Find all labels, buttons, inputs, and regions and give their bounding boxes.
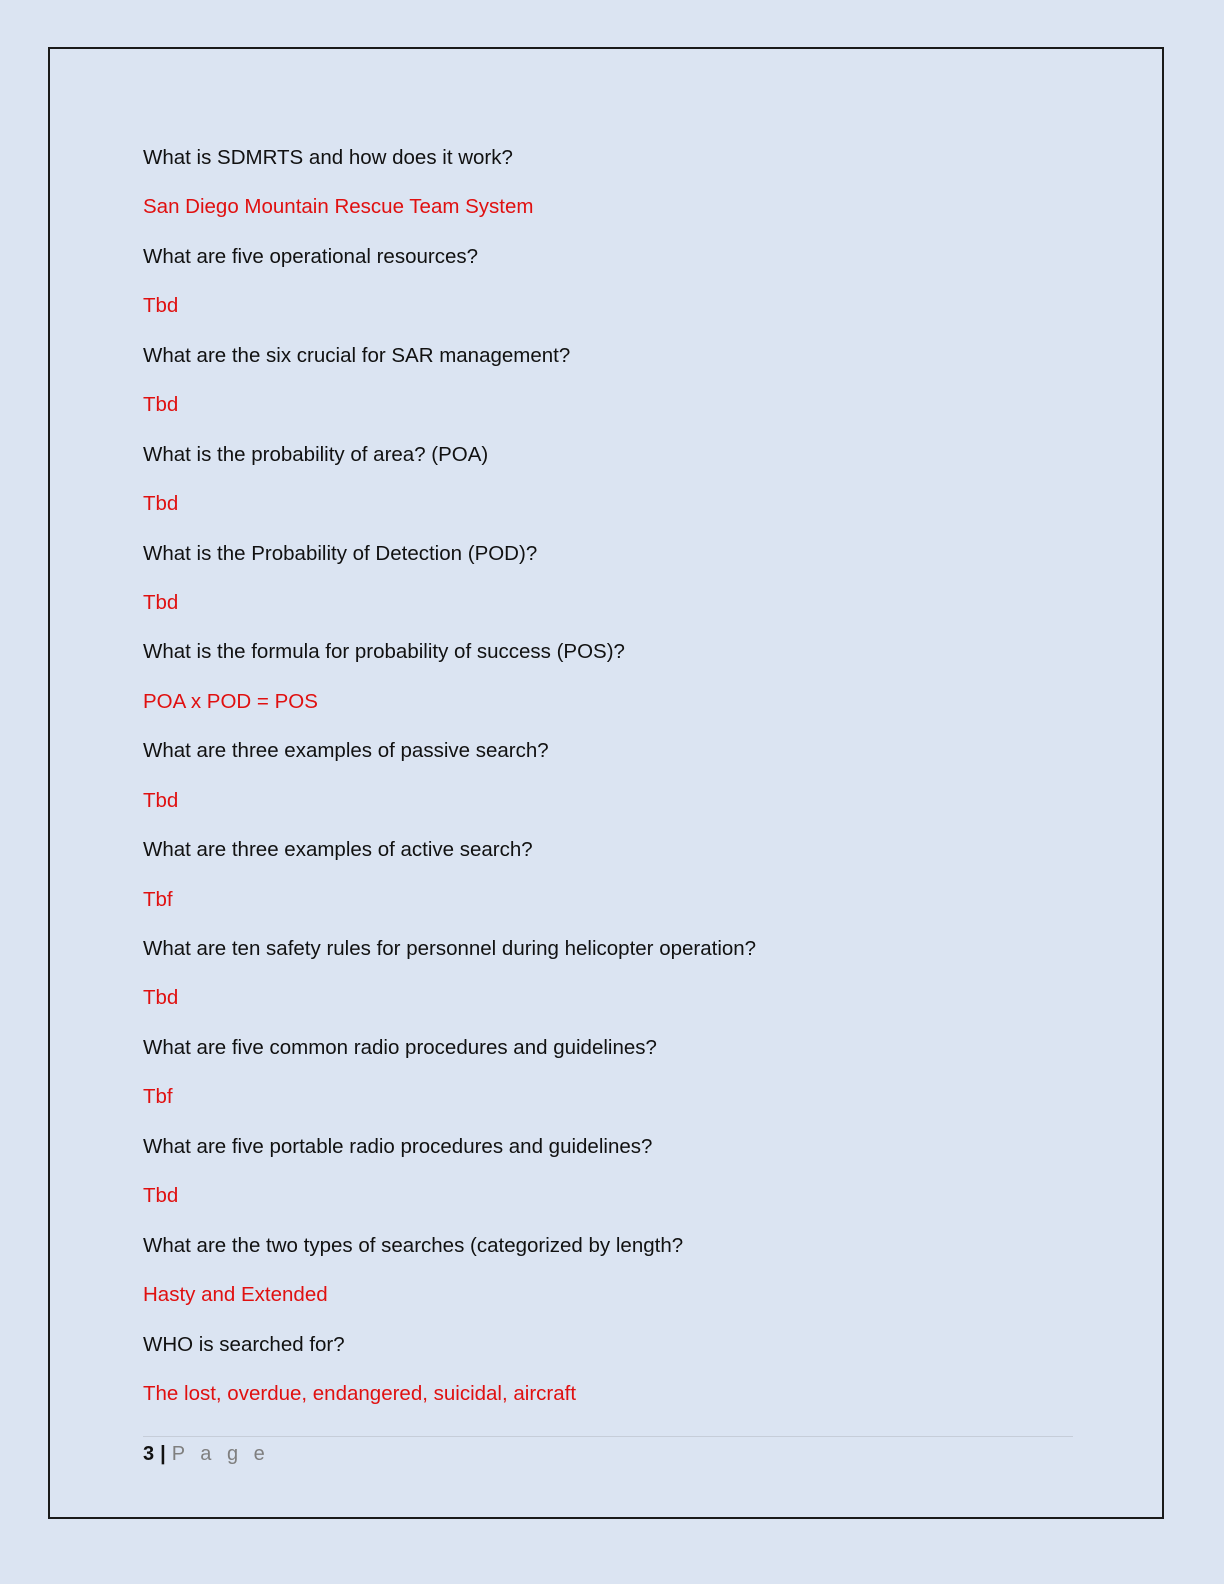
footer-divider — [143, 1436, 1073, 1437]
question-13: WHO is searched for? — [143, 1332, 345, 1356]
question-4: What is the probability of area? (POA) — [143, 442, 489, 466]
question-10: What are five common radio procedures and guidelines? — [143, 1035, 657, 1059]
answer-5: Tbd — [143, 590, 179, 614]
question-6: What is the formula for probability of success (POS)? — [143, 640, 625, 664]
page-label: P a g e — [171, 1443, 270, 1465]
answer-12: Hasty and Extended — [143, 1283, 328, 1307]
page-number: 3 — [143, 1443, 155, 1465]
answer-4: Tbd — [143, 492, 179, 516]
answer-11: Tbd — [143, 1184, 179, 1208]
footer-separator: | — [160, 1443, 166, 1465]
answer-6: POA x POD = POS — [143, 689, 318, 713]
answer-10: Tbf — [143, 1085, 173, 1109]
answer-7: Tbd — [143, 788, 179, 812]
question-11: What are five portable radio procedures and guidelines? — [143, 1134, 653, 1158]
question-1: What is SDMRTS and how does it work? — [143, 146, 513, 169]
question-9: What are ten safety rules for personnel during helicopter operation? — [143, 937, 757, 960]
question-5: What is the Probability of Detection (POD)? — [143, 541, 538, 565]
page-footer — [143, 1441, 270, 1467]
question-12: What are the two types of searches (categorized by length? — [143, 1233, 684, 1257]
question-2: What are five operational resources? — [143, 244, 479, 268]
question-3: What are the six crucial for SAR management? — [143, 343, 571, 367]
answer-2: Tbd — [143, 294, 179, 318]
question-7: What are three examples of passive search? — [143, 739, 549, 763]
question-8: What are three examples of active search? — [143, 838, 533, 862]
answer-8: Tbf — [143, 887, 173, 911]
qa-list — [143, 144, 1073, 1429]
answer-3: Tbd — [143, 393, 179, 417]
answer-9: Tbd — [143, 986, 179, 1010]
answer-13: The lost, overdue, endangered, suicidal, aircraft — [143, 1381, 577, 1405]
answer-1: San Diego Mountain Rescue Team System — [143, 195, 534, 219]
